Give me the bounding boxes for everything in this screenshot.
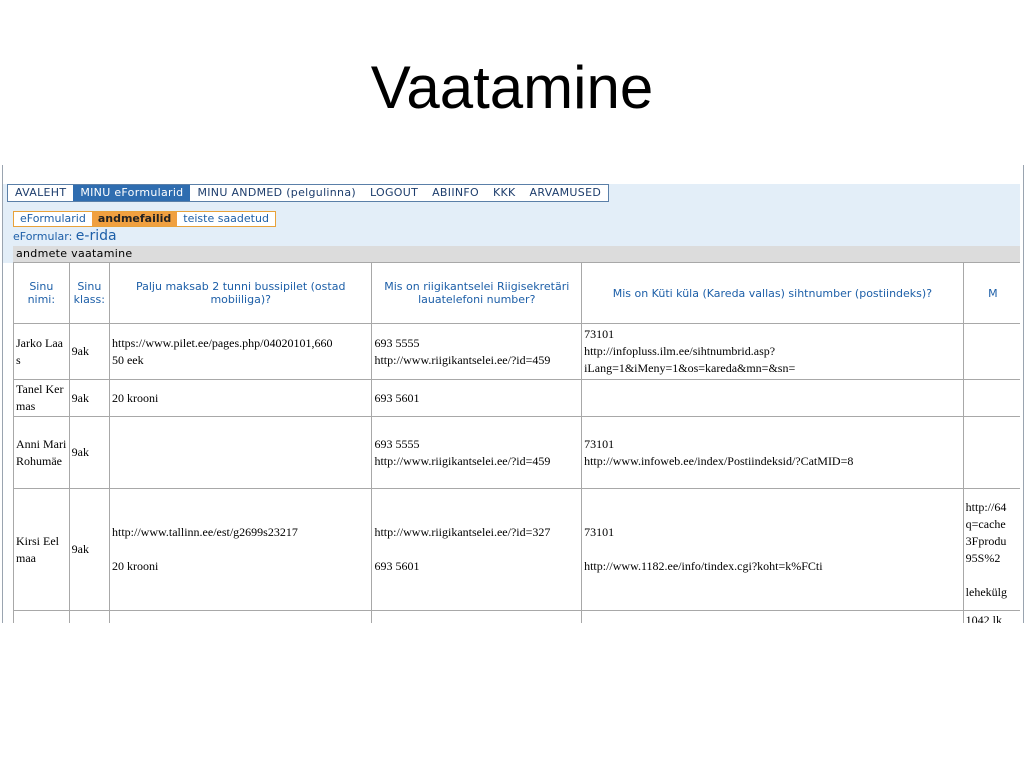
table-cell: 693 5555 http://www.riigikantselei.ee/?id=459 <box>372 324 582 380</box>
table-cell: Jarko Laas <box>14 324 70 380</box>
nav-band <box>3 184 1023 202</box>
table-cell <box>582 380 964 417</box>
page-top-strip <box>3 165 1023 184</box>
nav-item-abiinfo[interactable]: ABIINFO <box>432 186 479 199</box>
column-header: Palju maksab 2 tunni bussipilet (ostad mobiiliga)? <box>109 263 371 324</box>
column-header: Mis on Küti küla (Kareda vallas) sihtnumber (postiindeks)? <box>582 263 964 324</box>
column-header: M <box>963 263 1022 324</box>
sub-area <box>3 202 1023 263</box>
form-label-prefix: eFormular: <box>13 230 73 243</box>
table-cell: http://64 q=cache 3Fprodu 95S%2 lehekülg <box>963 489 1022 611</box>
table-cell <box>963 324 1022 380</box>
screenshot-edge <box>1020 165 1023 623</box>
browser-screenshot <box>2 165 1024 623</box>
main-nav <box>7 184 609 202</box>
table-cell: https://www.pilet.ee/pages.php/04020101,660 50 eek <box>109 324 371 380</box>
nav-item-minu-andmed-pelgulinna[interactable]: MINU ANDMED (pelgulinna) <box>197 186 356 199</box>
table-cell: http://www.riigikantselei.ee/?id=327 693 5601 <box>372 489 582 611</box>
table-cell: 20 krooni <box>109 380 371 417</box>
nav-item-logout[interactable]: LOGOUT <box>369 186 419 199</box>
form-label <box>13 228 117 244</box>
table-cell: 9ak <box>69 324 109 380</box>
table-cell: Kirsi Eelmaa <box>14 489 70 611</box>
table-cell: 73101 http://www.infoweb.ee/index/Postiindeksid/?CatMID=8 <box>582 417 964 489</box>
table-cell <box>582 611 964 624</box>
table-cell: 73101 http://www.1182.ee/info/tindex.cgi?koht=k%FCti <box>582 489 964 611</box>
subtab-teiste-saadetud[interactable]: teiste saadetud <box>183 212 269 225</box>
section-title: andmete vaatamine <box>13 246 1023 262</box>
answers-table <box>13 262 1023 623</box>
table-cell: 693 5555 http://www.riigikantselei.ee/?id=459 <box>372 417 582 489</box>
table-row <box>14 417 1023 489</box>
table-cell: 73101 http://infopluss.ilm.ee/sihtnumbrid.asp? iLang=1&iMeny=1&os=kareda&mn=&sn= <box>582 324 964 380</box>
subtabs <box>13 211 276 227</box>
subtab-eformularid[interactable]: eFormularid <box>20 212 86 225</box>
table-row <box>14 611 1023 624</box>
table-row <box>14 489 1023 611</box>
table-cell: 1042 lk <box>963 611 1022 624</box>
table-cell: Anni Mari Rohumäe <box>14 417 70 489</box>
table-cell: 9ak <box>69 380 109 417</box>
form-name: e-rida <box>75 228 117 244</box>
table-header-row <box>14 263 1023 324</box>
answers-table-wrap <box>13 262 1023 623</box>
column-header: Mis on riigikantselei Riigisekretäri lauatelefoni number? <box>372 263 582 324</box>
column-header: Sinu nimi: <box>14 263 70 324</box>
nav-item-avaleht[interactable]: AVALEHT <box>15 186 67 199</box>
table-cell <box>963 417 1022 489</box>
slide-title: Vaatamine <box>370 54 654 121</box>
table-row <box>14 380 1023 417</box>
table-cell <box>109 417 371 489</box>
nav-item-minu-eformularid[interactable]: MINU eFormularid <box>73 185 190 201</box>
nav-item-kkk[interactable]: KKK <box>492 186 516 199</box>
table-row <box>14 324 1023 380</box>
table-cell <box>14 611 70 624</box>
table-cell <box>69 611 109 624</box>
subtab-andmefailid[interactable]: andmefailid <box>92 212 177 226</box>
table-cell: 9ak <box>69 489 109 611</box>
table-cell: 9ak <box>69 417 109 489</box>
table-cell <box>372 611 582 624</box>
column-header: Sinu klass: <box>69 263 109 324</box>
table-cell: http://www.tallinn.ee/est/g2699s23217 20 krooni <box>109 489 371 611</box>
table-cell: 693 5601 <box>372 380 582 417</box>
table-cell <box>109 611 371 624</box>
table-cell: Tanel Kermas <box>14 380 70 417</box>
table-cell <box>963 380 1022 417</box>
nav-item-arvamused[interactable]: ARVAMUSED <box>529 186 602 199</box>
